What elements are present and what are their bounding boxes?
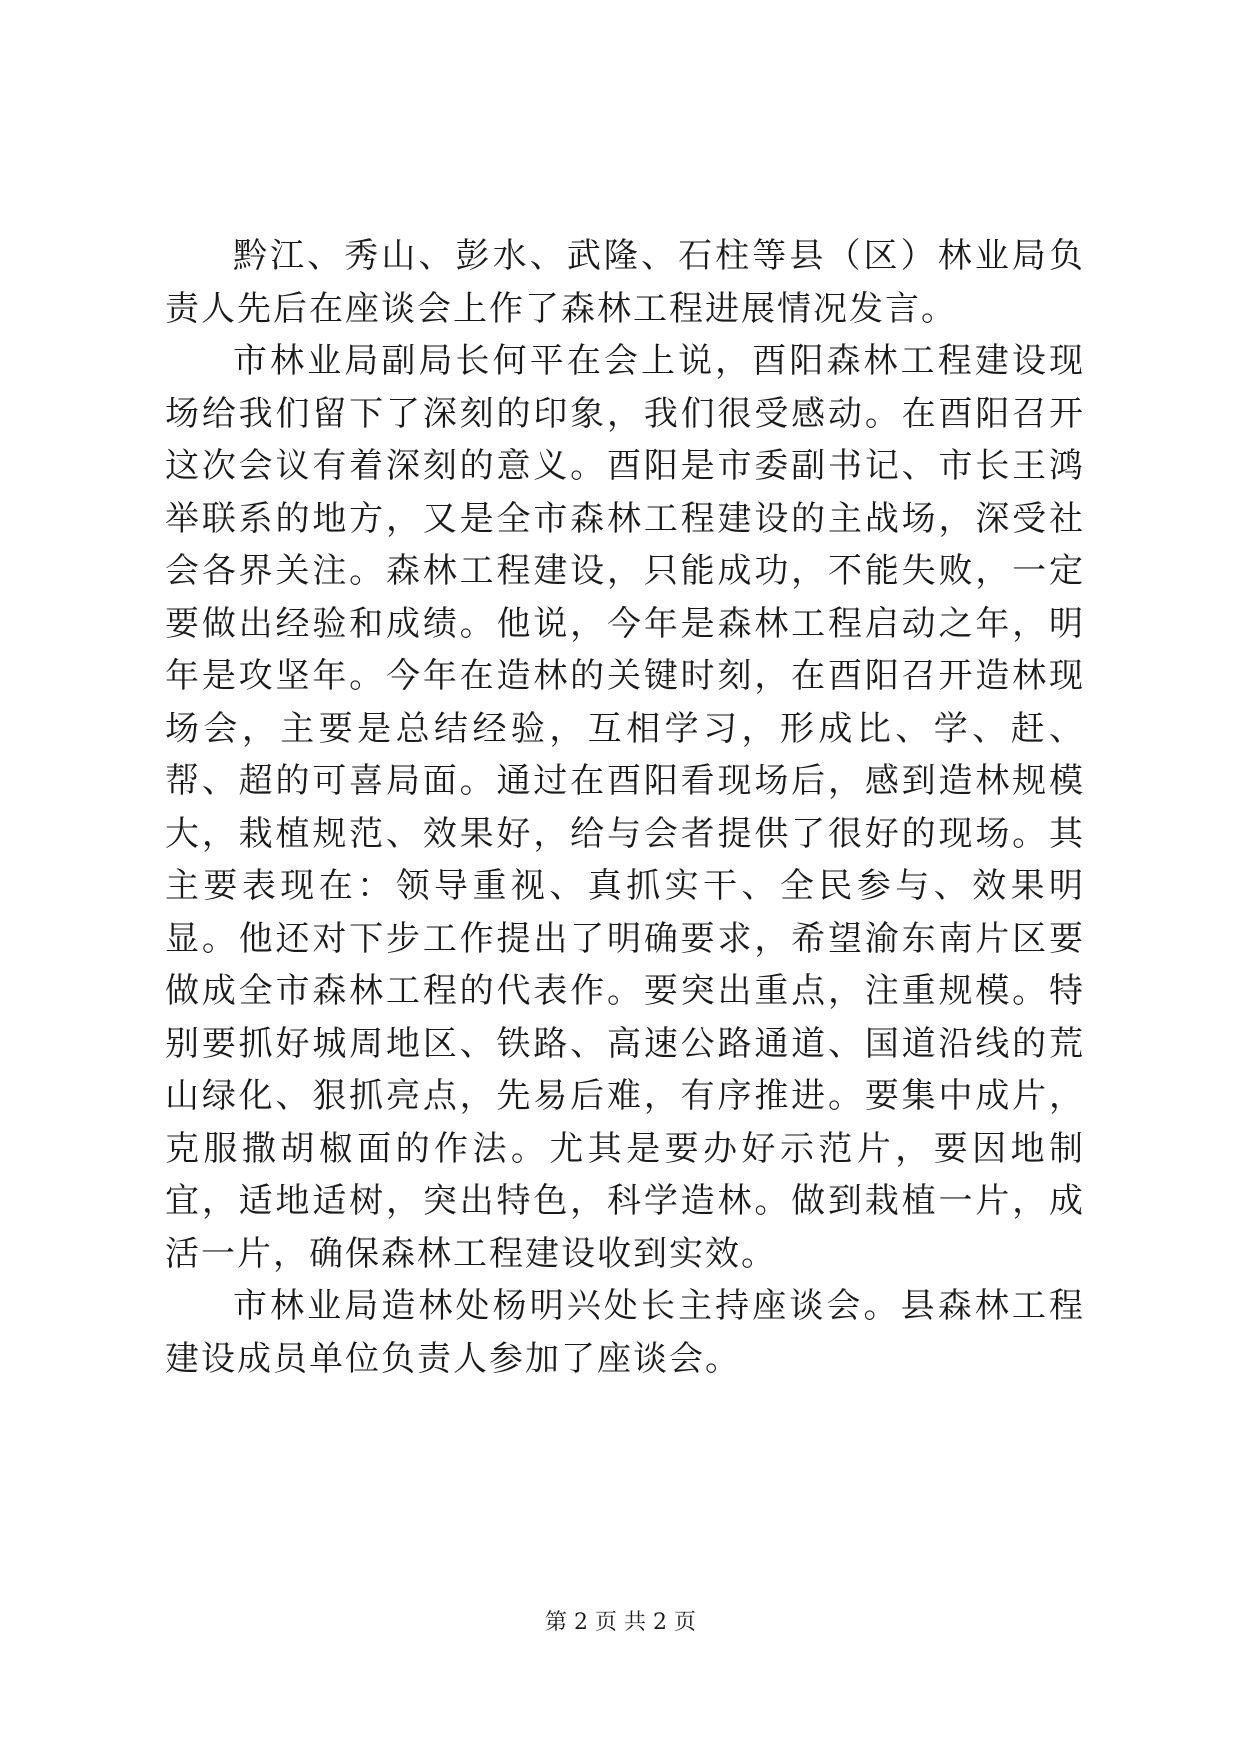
- page-number-footer: 第 2 页 共 2 页: [545, 1610, 696, 1635]
- paragraph-county-reports: 黔江、秀山、彭水、武隆、石柱等县（区）林业局负责人先后在座谈会上作了森林工程进展情况发言。: [165, 236, 1085, 329]
- paragraph-meeting-host: 市林业局造林处杨明兴处长主持座谈会。县森林工程建设成员单位负责人参加了座谈会。: [165, 1286, 1085, 1379]
- paragraph-deputy-director-speech: 市林业局副局长何平在会上说，酉阳森林工程建设现场给我们留下了深刻的印象，我们很受感动。在酉阳召开这次会议有着深刻的意义。酉阳是市委副书记、市长王鸿举联系的地方，又是全市森林工程建设的主战场，深受社会各界关注。森林工程建设，只能成功，不能失败，一定要做出经验和成绩。他说，今年是森林工程启动之年，明年是攻坚年。今年在造林的关键时刻，在酉阳召开造林现场会，主要是总结经验，互相学习，形成比、学、赶、帮、超的可喜局面。通过在酉阳看现场后，感到造林规模大，栽植规范、效果好，给与会者提供了很好的现场。其主要表现在：领导重视、真抓实干、全民参与、效果明显。他还对下步工作提出了明确要求，希望渝东南片区要做成全市森林工程的代表作。要突出重点，注重规模。特别要抓好城周地区、铁路、高速公路通道、国道沿线的荒山绿化、狠抓亮点，先易后难，有序推进。要集中成片，克服撒胡椒面的作法。尤其是要办好示范片，要因地制宜，适地适树，突出特色，科学造林。做到栽植一片，成活一片，确保森林工程建设收到实效。: [165, 341, 1085, 1274]
- document-body: [165, 230, 1085, 1385]
